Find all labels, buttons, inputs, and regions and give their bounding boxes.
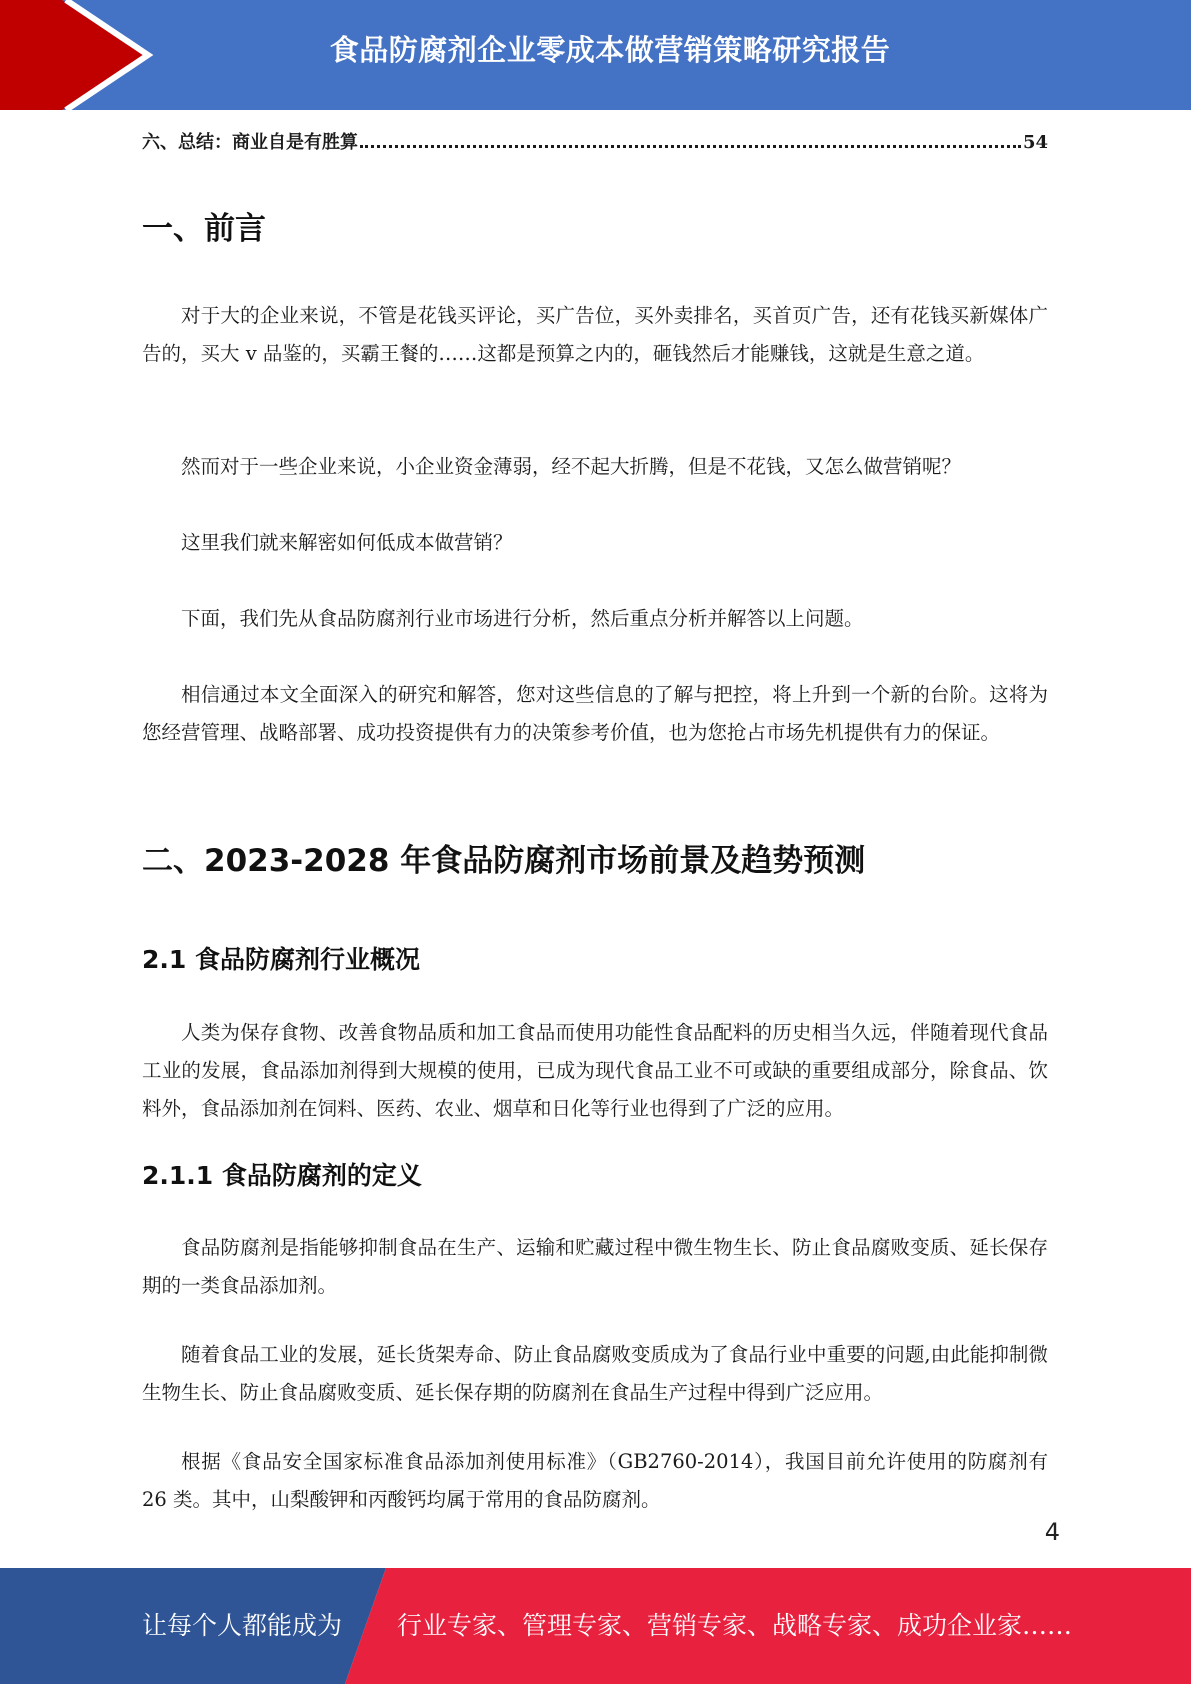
toc-entry-label: 六、总结：商业自是有胜算 [142,132,358,153]
paragraph: 相信通过本文全面深入的研究和解答，您对这些信息的了解与把控，将上升到一个新的台阶。这将为您经营管理、战略部署、成功投资提供有力的决策参考价值，也为您抢占市场先机提供有力的保证。 [142,683,1048,744]
toc-leader-dots [360,145,1021,148]
footer-slogan-right: 行业专家、管理专家、营销专家、战略专家、成功企业家…… [397,1611,1073,1640]
subsection-heading-industry-overview: 2.1 食品防腐剂行业概况 [142,945,420,974]
toc-entry-page: 54 [1022,132,1048,153]
paragraph: 根据《食品安全国家标准食品添加剂使用标准》（GB2760-2014），我国目前允许使用的防腐剂有 26 类。其中，山梨酸钾和丙酸钙均属于常用的食品防腐剂。 [142,1450,1048,1511]
paragraph: 这里我们就来解密如何低成本做营销？ [181,531,513,554]
section-heading-preface: 一、前言 [142,211,266,247]
subsection-heading-definition: 2.1.1 食品防腐剂的定义 [142,1161,422,1190]
paragraph: 然而对于一些企业来说，小企业资金薄弱，经不起大折腾，但是不花钱，又怎么做营销呢？ [181,455,962,478]
paragraph: 人类为保存食物、改善食物品质和加工食品而使用功能性食品配料的历史相当久远，伴随着现代食品工业的发展，食品添加剂得到大规模的使用，已成为现代食品工业不可或缺的重要组成部分，除食品、饮料外，食品添加剂在饲料、医药、农业、烟草和日化等行业也得到了广泛的应用。 [142,1021,1048,1120]
section-heading-market-outlook: 二、2023-2028 年食品防腐剂市场前景及趋势预测 [142,843,866,879]
paragraph: 随着食品工业的发展，延长货架寿命、防止食品腐败变质成为了食品行业中重要的问题,由此能抑制微生物生长、防止食品腐败变质、延长保存期的防腐剂在食品生产过程中得到广泛应用。 [142,1343,1048,1404]
paragraph: 对于大的企业来说，不管是花钱买评论，买广告位，买外卖排名，买首页广告，还有花钱买新媒体广告的，买大 v 品鉴的，买霸王餐的……这都是预算之内的，砸钱然后才能赚钱，这就是生意之道。 [142,304,1048,365]
page-header [0,0,1191,110]
paragraph: 下面，我们先从食品防腐剂行业市场进行分析，然后重点分析并解答以上问题。 [181,607,864,630]
page-footer [0,1568,1191,1684]
footer-slogan-left: 让每个人都能成为 [142,1611,343,1640]
paragraph: 食品防腐剂是指能够抑制食品在生产、运输和贮藏过程中微生物生长、防止食品腐败变质、延长保存期的一类食品添加剂。 [142,1236,1048,1297]
page-number: 4 [1044,1518,1060,1546]
report-title: 食品防腐剂企业零成本做营销策略研究报告 [329,33,891,67]
toc-entry[interactable] [142,128,1048,158]
